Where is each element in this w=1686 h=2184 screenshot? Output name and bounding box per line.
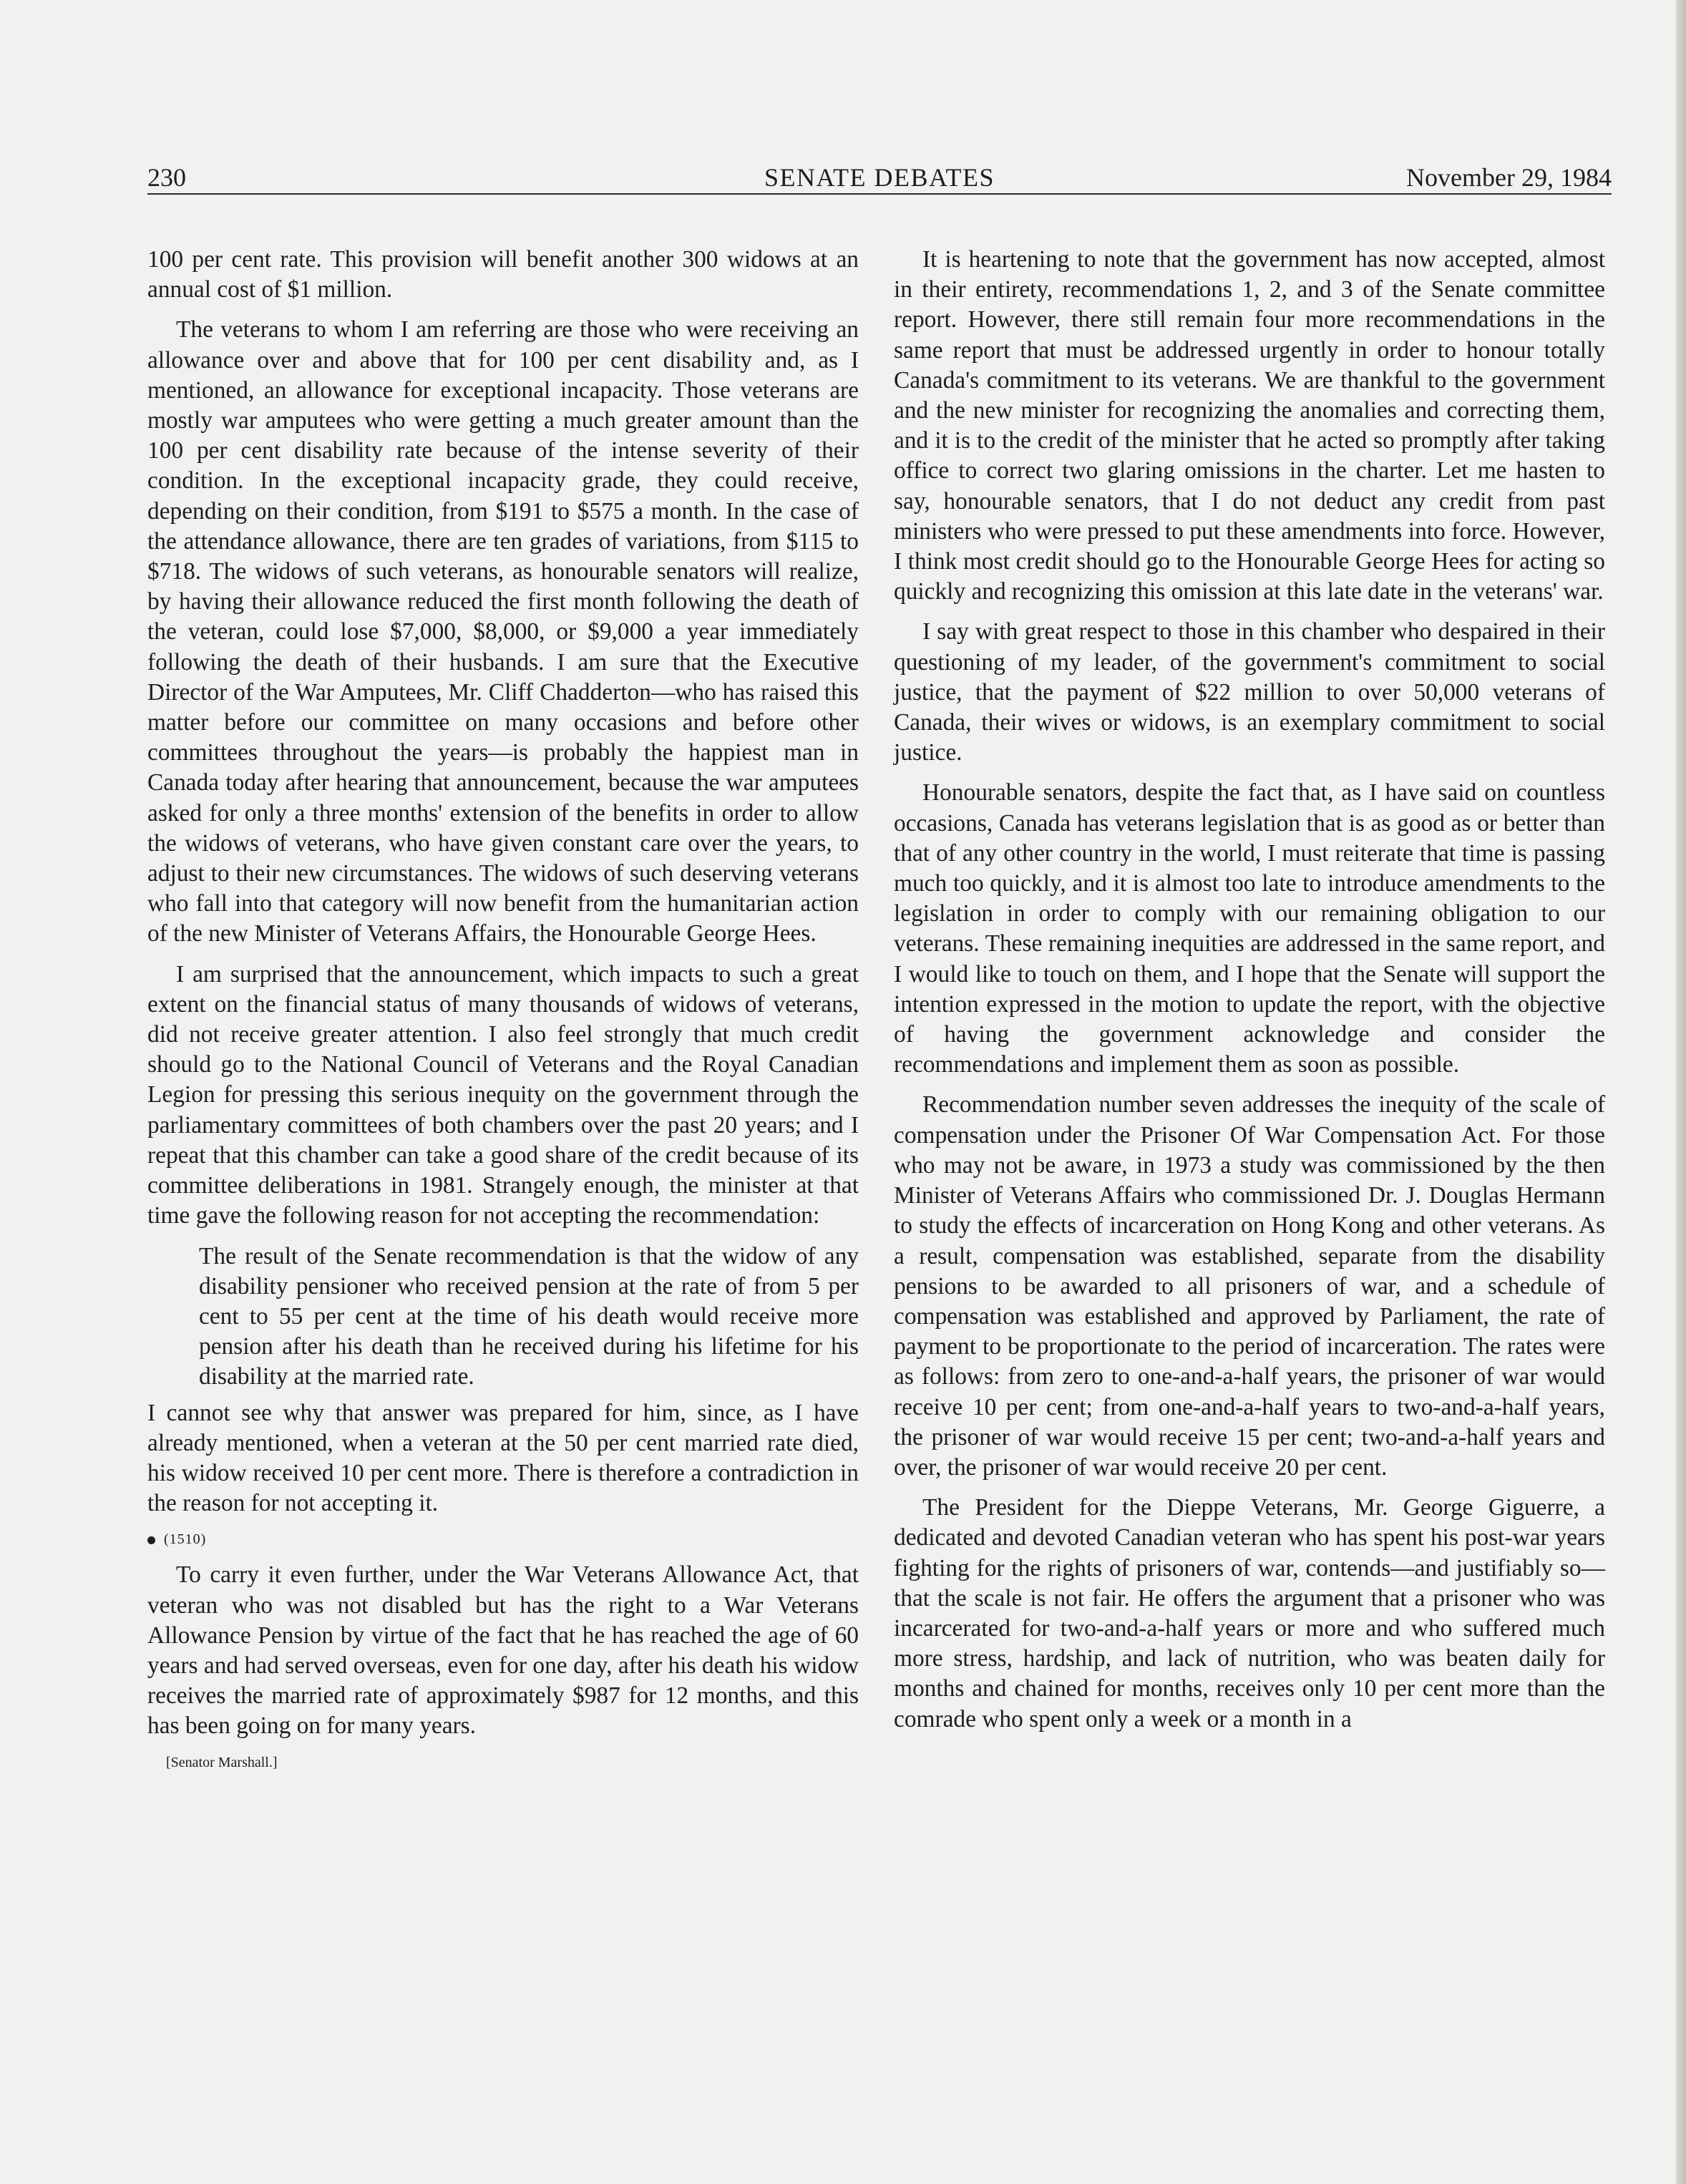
paragraph: To carry it even further, under the War Veterans Allowance Act, that veteran who was not disabled but has the right to a War Veterans Allowance Pension by virtue of the fact that he has reached the age of 60 years and had served overseas, even for one day, after his death his widow receives the married rate of approximately $987 for 12 months, and this has been going on for many years.	[147, 1561, 859, 1740]
paragraph: Honourable senators, despite the fact that, as I have said on countless occasions, Canada has veterans legislation that is as good as or better than that of any other country in the world, I must reiterate that time is passing much too quickly, and it is almost too late to introduce amendments to the legislation in order to comply with our remaining obligation to our veterans. These remaining inequities are addressed in the same report, and I would like to touch on them, and I hope that the Senate will support the intention expressed in the motion to update the report, with the objective of having the government acknowledge and consider the recommendations and implement them as soon as possible.	[894, 779, 1605, 1078]
paragraph: I am surprised that the announcement, which impacts to such a great extent on the financial status of many thousands of widows of veterans, did not receive greater attention. I also feel strongly that much credit should go to the National Council of Veterans and the Royal Canadian Legion for pressing this serious inequity on the government through the parliamentary committees of both chambers over the past 20 years; and I repeat that this chamber can take a good share of the credit because of its committee deliberations in 1981. Strangely enough, the minister at that time gave the following reason for not accepting the recommendation:	[147, 960, 859, 1229]
paragraph: The President for the Dieppe Veterans, Mr. George Giguerre, a dedicated and devoted Canadian veteran who has spent his post-war years fighting for the rights of prisoners of war, contends—and justifiably so—that the scale is not fair. He offers the argument that a prisoner who was incarcerated for two-and-a-half years or more and who suffered much more stress, hardship, and lack of nutrition, who was beaten daily for months and chained for months, receives only 10 per cent more than the comrade who spent only a week or a month in a	[894, 1494, 1605, 1732]
page-number: 230	[147, 163, 186, 192]
block-quote: The result of the Senate recommendation is that the widow of any disability pensioner who received pension at the rate of from 5 per cent to 55 per cent at the time of his death would receive more pension after his death than he received during his lifetime for his disability at the married rate.	[199, 1242, 859, 1390]
paragraph: I say with great respect to those in this chamber who despaired in their questioning of my leader, of the government's commitment to social justice, that the payment of $22 million to over 50,000 veterans of Canada, their wives or widows, is an exemplary commitment to social justice.	[894, 618, 1605, 766]
time-marker-label: (1510)	[164, 1531, 207, 1548]
paragraph: I cannot see why that answer was prepared for him, since, as I have already mentioned, when a veteran at the 50 per cent married rate died, his widow received 10 per cent more. There is therefore a contradiction in the reason for not accepting it.	[147, 1399, 859, 1517]
paragraph: 100 per cent rate. This provision will benefit another 300 widows at an annual cost of $1 million.	[147, 246, 859, 303]
left-column	[147, 245, 859, 1773]
time-marker	[147, 1529, 859, 1550]
right-column	[894, 245, 1605, 1745]
page-edge-shadow	[1676, 0, 1686, 2184]
paragraph: It is heartening to note that the government has now accepted, almost in their entirety, recommendations 1, 2, and 3 of the Senate committee report. However, there still remain four more recommendations in the same report that must be addressed urgently in order to honour totally Canada's commitment to its veterans. We are thankful to the government and the new minister for recognizing the anomalies and correcting them, and it is to the credit of the minister that he acted so promptly after taking office to correct two glaring omissions in the charter. Let me hasten to say, honourable senators, that I do not deduct any credit from past ministers who were pressed to put these amendments into force. However, I think most credit should go to the Honourable George Hees for acting so quickly and recognizing this omission at this late date in the veterans' war.	[894, 246, 1605, 605]
paragraph: The veterans to whom I am referring are those who were receiving an allowance over and above that for 100 per cent disability and, as I mentioned, an allowance for exceptional incapacity. Those veterans are mostly war amputees who were getting a much greater amount than the 100 per cent disability rate because of the intense severity of their condition. In the exceptional incapacity grade, they could receive, depending on their condition, from $191 to $575 a month. In the case of the attendance allowance, there are ten grades of variations, from $115 to $718. The widows of such veterans, as honourable senators will realize, by having their allowance reduced the first month following the death of the veteran, could lose $7,000, $8,000, or $9,000 a year immediately following the death of their husbands. I am sure that the Executive Director of the War Amputees, Mr. Cliff Chadderton—who has raised this matter before our committee on many occasions and before other committees throughout the years—is probably the happiest man in Canada today after hearing that announcement, because the war amputees asked for only a three months' extension of the benefits in order to allow the widows of veterans, who have given constant care over the years, to adjust to their new circumstances. The widows of such deserving veterans who fall into that category will now benefit from the humanitarian action of the new Minister of Veterans Affairs, the Honourable George Hees.	[147, 316, 859, 947]
publication-title: SENATE DEBATES	[764, 163, 995, 192]
publication-date: November 29, 1984	[1406, 163, 1612, 192]
page-header	[147, 160, 1612, 195]
speaker-footnote: [Senator Marshall.]	[166, 1754, 278, 1770]
header-rule	[147, 193, 1612, 195]
bullet-icon	[147, 1536, 155, 1544]
paragraph: Recommendation number seven addresses the inequity of the scale of compensation under the Prisoner Of War Compensation Act. For those who may not be aware, in 1973 a study was commissioned by the then Minister of Veterans Affairs who commissioned Dr. J. Douglas Hermann to study the effects of incarceration on Hong Kong and other veterans. As a result, compensation was established, separate from the disability pensions to be awarded to all prisoners of war, and a schedule of compensation was established and approved by Parliament, the rate of payment to be proportionate to the period of incarceration. The rates were as follows: from zero to one-and-a-half years, the prisoner of war would receive 10 per cent; from one-and-a-half years to two-and-a-half years, the prisoner of war would receive 15 per cent; two-and-a-half years and over, the prisoner of war would receive 20 per cent.	[894, 1091, 1605, 1481]
